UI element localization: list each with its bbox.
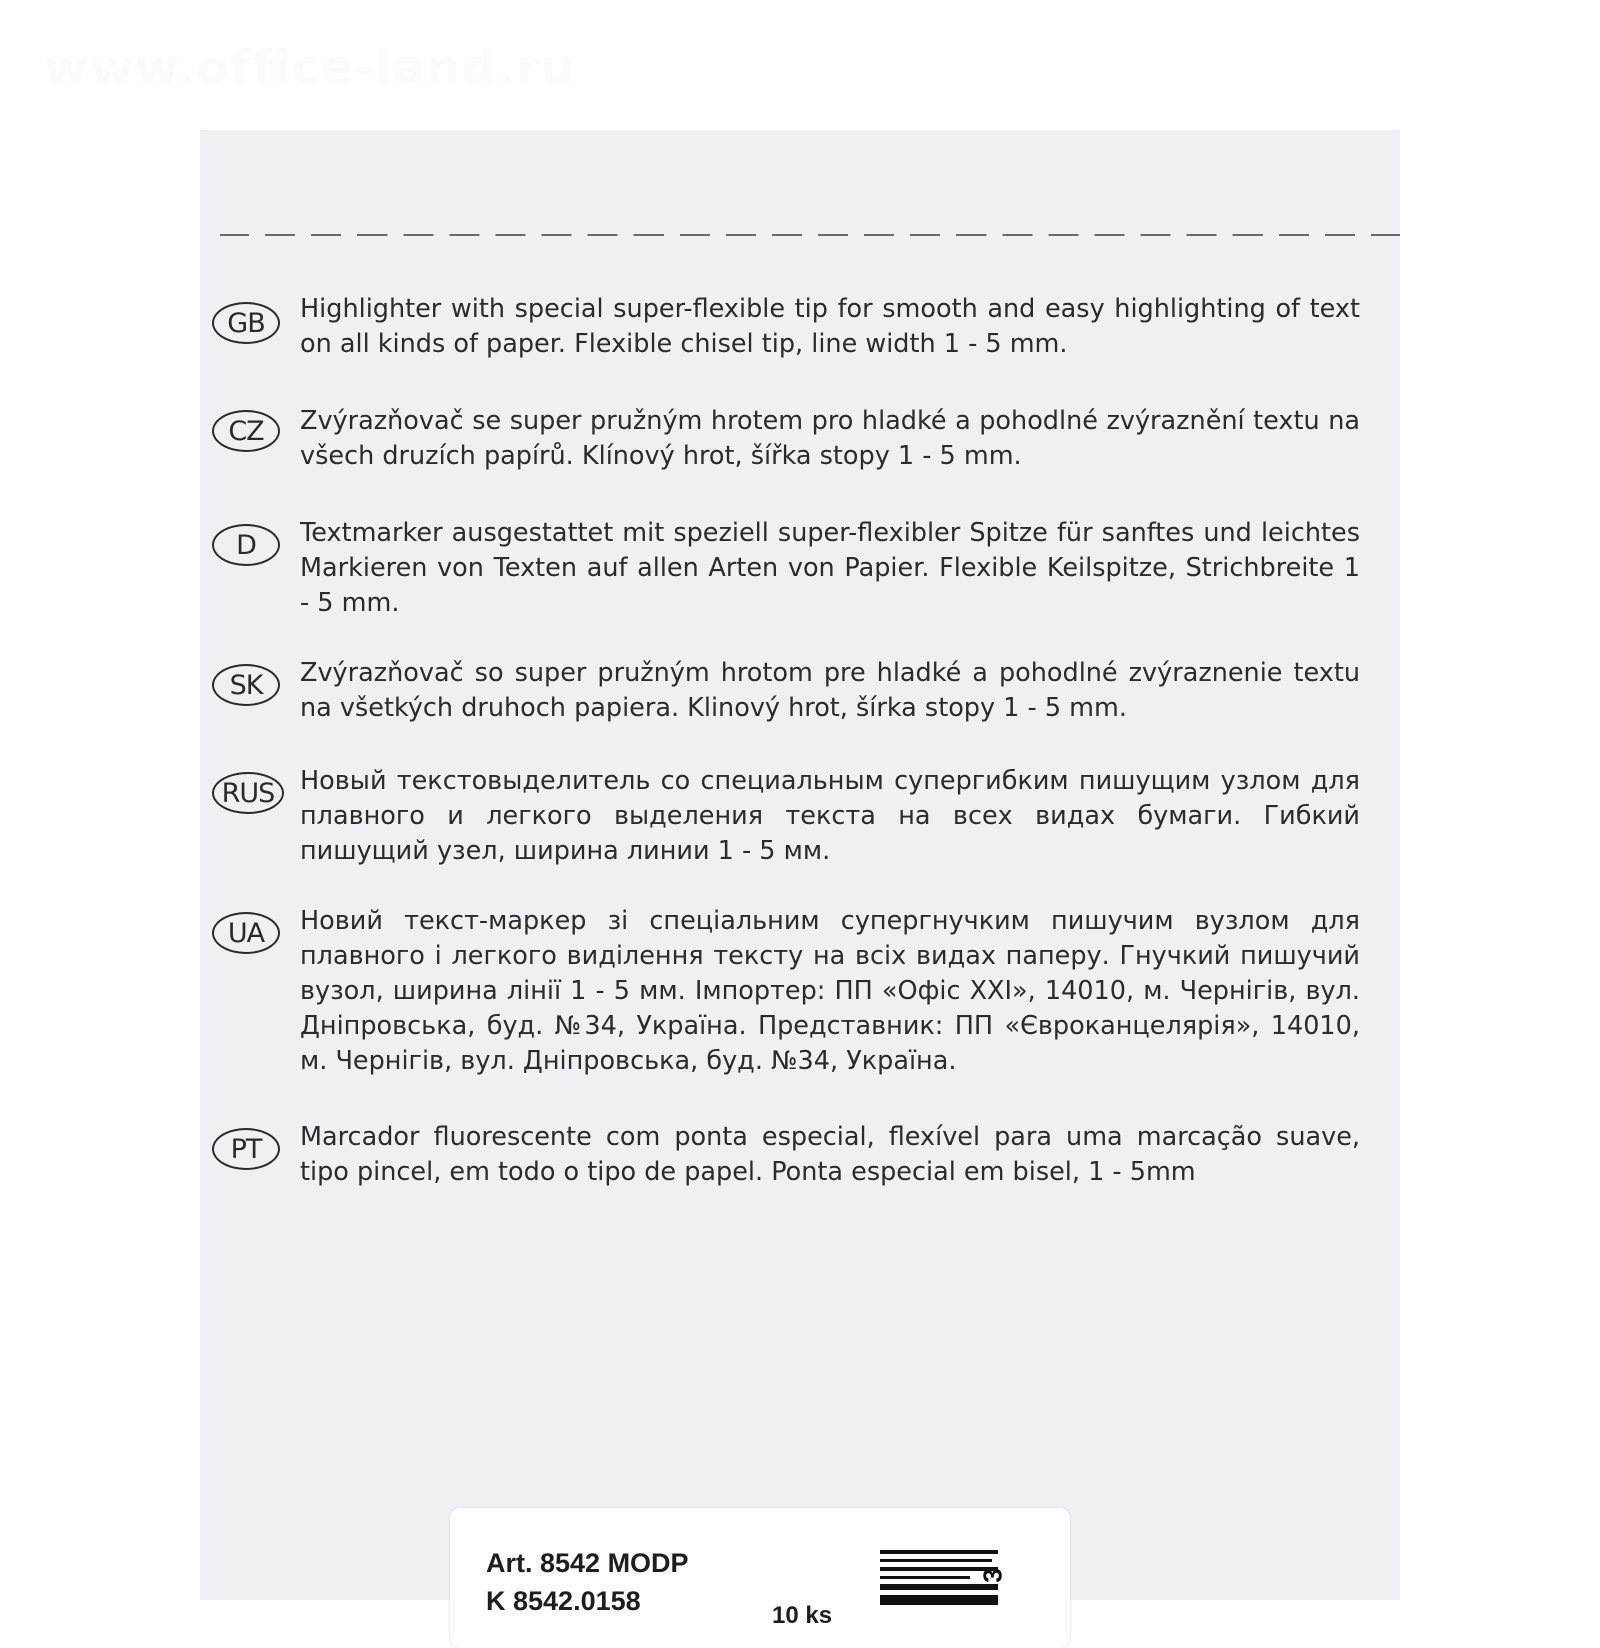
lang-badge-gb: GB [212,302,280,344]
section-text-pt: Marcador fluorescente com ponta especial, flexível para uma marcação suave, tipo pincel, em todo o tipo de papel. Ponta especial em bisel, 1 - 5mm [300,1122,1360,1187]
lang-badge-cz: CZ [212,410,280,452]
perforation-line [220,234,1400,236]
watermark: www.office-land.ru [44,40,576,96]
section-text-sk: Zvýrazňovač so super pružným hrotom pre hladké a pohodlné zvýraznenie textu na všetkých druhoch papiera. Klinový hrot, šírka stopy 1 - 5 mm. [300,658,1360,723]
lang-badge-d: D [212,524,280,566]
lang-badge-ua: UA [212,912,280,954]
product-card [200,130,1400,1629]
lang-badge-pt: PT [212,1128,280,1170]
art-number: Art. 8542 MODP [486,1548,689,1578]
product-label-sticker [450,1508,1070,1648]
quantity: 10 ks [772,1602,833,1629]
lang-badge-sk: SK [212,664,280,706]
section-text-ua: Новий текст-маркер зі спеціальним супергнучким пишучим вузлом для плавного і легкого виділення тексту на всіх видах паперу. Гнучкий пишучий вузол, ширина лінії 1 - 5 мм. Імпортер: ПП «Офіс XXI», 14010, м. Чернігів, вул. Дніпровська, буд. №34, Україна. Представник: ПП «Євроканцелярія», 14010, м. Чернігів, вул. Дніпровська, буд. №34, Україна. [300,906,1360,1076]
section-text-cz: Zvýrazňovač se super pružným hrotem pro hladké a pohodlné zvýraznění textu na všech druzích papírů. Klínový hrot, šířka stopy 1 - 5 mm. [300,406,1360,471]
lang-badge-rus: RUS [212,772,284,814]
section-text-gb: Highlighter with special super-flexible tip for smooth and easy highlighting of text on all kinds of paper. Flexible chisel tip, line width 1 - 5 mm. [300,294,1360,359]
section-text-rus: Новый текстовыделитель со специальным супергибким пишущим узлом для плавного и легкого выделения текста на всех видах бумаги. Гибкий пишущий узел, ширина линии 1 - 5 мм. [300,766,1360,866]
barcode-digit: 3 [977,1568,1008,1583]
section-text-d: Textmarker ausgestattet mit speziell super-flexibler Spitze für sanftes und leichtes Markieren von Texten auf allen Arten von Papier. Flexible Keilspitze, Strichbreite 1 - 5 mm. [300,518,1360,618]
product-code: K 8542.0158 [486,1586,641,1616]
